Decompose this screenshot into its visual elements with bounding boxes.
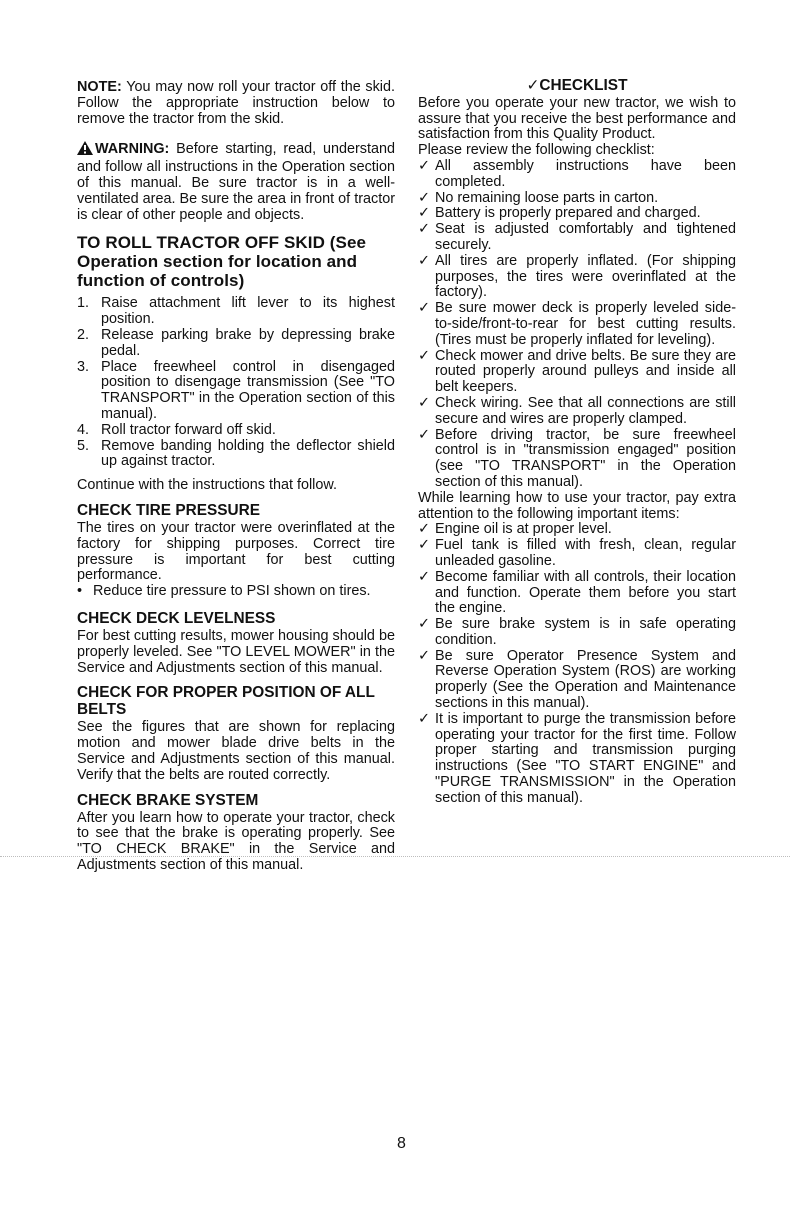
- check-mark-icon: ✓: [418, 189, 431, 206]
- checklist-item: ✓ Be sure Operator Presence System and Reverse Operation System (ROS) are working properly (See the Operation and Maintenance sections in this manual).: [418, 647, 736, 712]
- check-mark-icon: ✓: [418, 252, 431, 269]
- bullet-item: • Reduce tire pressure to PSI shown on tires.: [77, 583, 371, 600]
- warning-paragraph: [77, 141, 395, 223]
- step-item: 2. Release parking brake by depressing brake pedal.: [77, 326, 395, 359]
- checklist-item: ✓ Be sure mower deck is properly leveled side-to-side/front-to-rear for best cutting results. (Tires must be properly inflated for leveling).: [418, 300, 736, 348]
- brake-system-heading: CHECK BRAKE SYSTEM: [77, 791, 259, 809]
- continue-text: Continue with the instructions that follow.: [77, 477, 337, 494]
- checklist-item: ✓ No remaining loose parts in carton.: [418, 189, 659, 206]
- warning-triangle-icon: [77, 141, 93, 160]
- checklist-item: ✓ Before driving tractor, be sure freewheel control is in "transmission engaged" position (see "TO TRANSPORT" in the Operation section of this manual).: [418, 426, 736, 490]
- checklist-intro: Before you operate your new tractor, we wish to assure that you receive the best performance and satisfaction from this Quality Product.: [418, 94, 736, 143]
- checklist-item: ✓ Check wiring. See that all connections are still secure and wires are properly clamped.: [418, 394, 736, 427]
- tire-pressure-text: The tires on your tractor were overinflated at the factory for shipping purposes. Correct tire pressure is important for best cutting performance.: [77, 519, 395, 584]
- checklist-item: ✓ Fuel tank is filled with fresh, clean, regular unleaded gasoline.: [418, 537, 736, 569]
- step-item: 5. Remove banding holding the deflector shield up against tractor.: [77, 437, 395, 470]
- checklist-review-text: Please review the following checklist:: [418, 142, 655, 159]
- check-mark-icon: ✓: [418, 157, 431, 174]
- check-mark-icon: ✓: [418, 616, 431, 633]
- warning-label: WARNING:: [95, 141, 170, 158]
- deck-levelness-text: For best cutting results, mower housing should be properly leveled. See "TO LEVEL MOWER" in the Service and Adjustments section of this manual.: [77, 627, 395, 676]
- roll-tractor-heading: TO ROLL TRACTOR OFF SKID (See Operation section for location and function of controls): [77, 233, 367, 291]
- checklist-item: ✓ Become familiar with all controls, their location and function. Operate them before you start the engine.: [418, 568, 736, 617]
- checklist-learning-list: [418, 522, 736, 806]
- warning-text: Before starting, read, understand and follow all instructions in the Operation section of this manual. Be sure tractor is in a well-ventilated area. Be sure the area in front of tractor is clear of other people and objects.: [77, 141, 395, 223]
- tire-bullets: [77, 584, 395, 600]
- check-mark-icon: ✓: [418, 568, 431, 585]
- checklist-item: ✓ Seat is adjusted comfortably and tightened securely.: [418, 221, 736, 253]
- note-paragraph: [77, 80, 395, 127]
- step-item: 1. Raise attachment lift lever to its highest position.: [77, 295, 395, 328]
- page-number: 8: [397, 1135, 406, 1152]
- roll-steps-list: [77, 296, 395, 470]
- check-mark-icon: ✓: [418, 647, 431, 664]
- checklist-item: ✓ Engine oil is at proper level.: [418, 521, 612, 538]
- brake-system-text: After you learn how to operate your tractor, check to see that the brake is operating properly. See "TO CHECK BRAKE" in the Service and Adjustments section of this manual.: [77, 809, 395, 873]
- step-item: 4. Roll tractor forward off skid.: [77, 421, 276, 438]
- checklist-before-list: [418, 159, 736, 491]
- check-mark-icon: ✓: [418, 221, 431, 238]
- check-mark-icon: ✓: [418, 347, 431, 364]
- belts-text: See the figures that are shown for replacing motion and mower blade drive belts in the Service and Adjustments section of this manual. Verify that the belts are routed correctly.: [77, 719, 395, 783]
- belts-heading: CHECK FOR PROPER POSITION OF ALL BELTS: [77, 684, 375, 719]
- checklist-item: ✓ It is important to purge the transmission before operating your tractor for the first time. Follow proper starting and transmission purging instructions (See "TO START ENGINE" and "PURGE TRANSMISSION" in the Operation section of this manual).: [418, 710, 736, 806]
- check-mark-icon: ✓: [418, 300, 431, 317]
- checklist-item: ✓ Battery is properly prepared and charged.: [418, 205, 701, 222]
- check-mark-icon: ✓: [418, 394, 431, 411]
- left-column: [77, 80, 395, 882]
- note-text: You may now roll your tractor off the skid. Follow the appropriate instruction below to remove the tractor from the skid.: [77, 79, 396, 127]
- checklist-item: ✓ All assembly instructions have been completed.: [418, 157, 736, 190]
- note-label: NOTE:: [77, 79, 122, 95]
- checklist-title: ✓CHECKLIST: [526, 77, 628, 94]
- check-mark-icon: ✓: [418, 537, 431, 554]
- checklist-item: ✓ Be sure brake system is in safe operating condition.: [418, 616, 736, 648]
- checklist-while-text: While learning how to use your tractor, pay extra attention to the following important items:: [418, 489, 736, 522]
- tire-pressure-heading: CHECK TIRE PRESSURE: [77, 501, 261, 519]
- check-mark-icon: ✓: [418, 521, 431, 538]
- check-mark-icon: ✓: [418, 426, 431, 443]
- checklist-item: ✓ All tires are properly inflated. (For shipping purposes, the tires were overinflated at the factory).: [418, 252, 736, 301]
- step-item: 3. Place freewheel control in disengaged position to disengage transmission (See "TO TRANSPORT" in the Operation section of this manual).: [77, 358, 395, 422]
- deck-levelness-heading: CHECK DECK LEVELNESS: [77, 609, 276, 627]
- check-mark-icon: ✓: [418, 710, 431, 727]
- right-column: [418, 77, 736, 807]
- check-mark-icon: ✓: [418, 205, 431, 222]
- checklist-item: ✓ Check mower and drive belts. Be sure they are routed properly around pulleys and inside all belt keepers.: [418, 347, 736, 396]
